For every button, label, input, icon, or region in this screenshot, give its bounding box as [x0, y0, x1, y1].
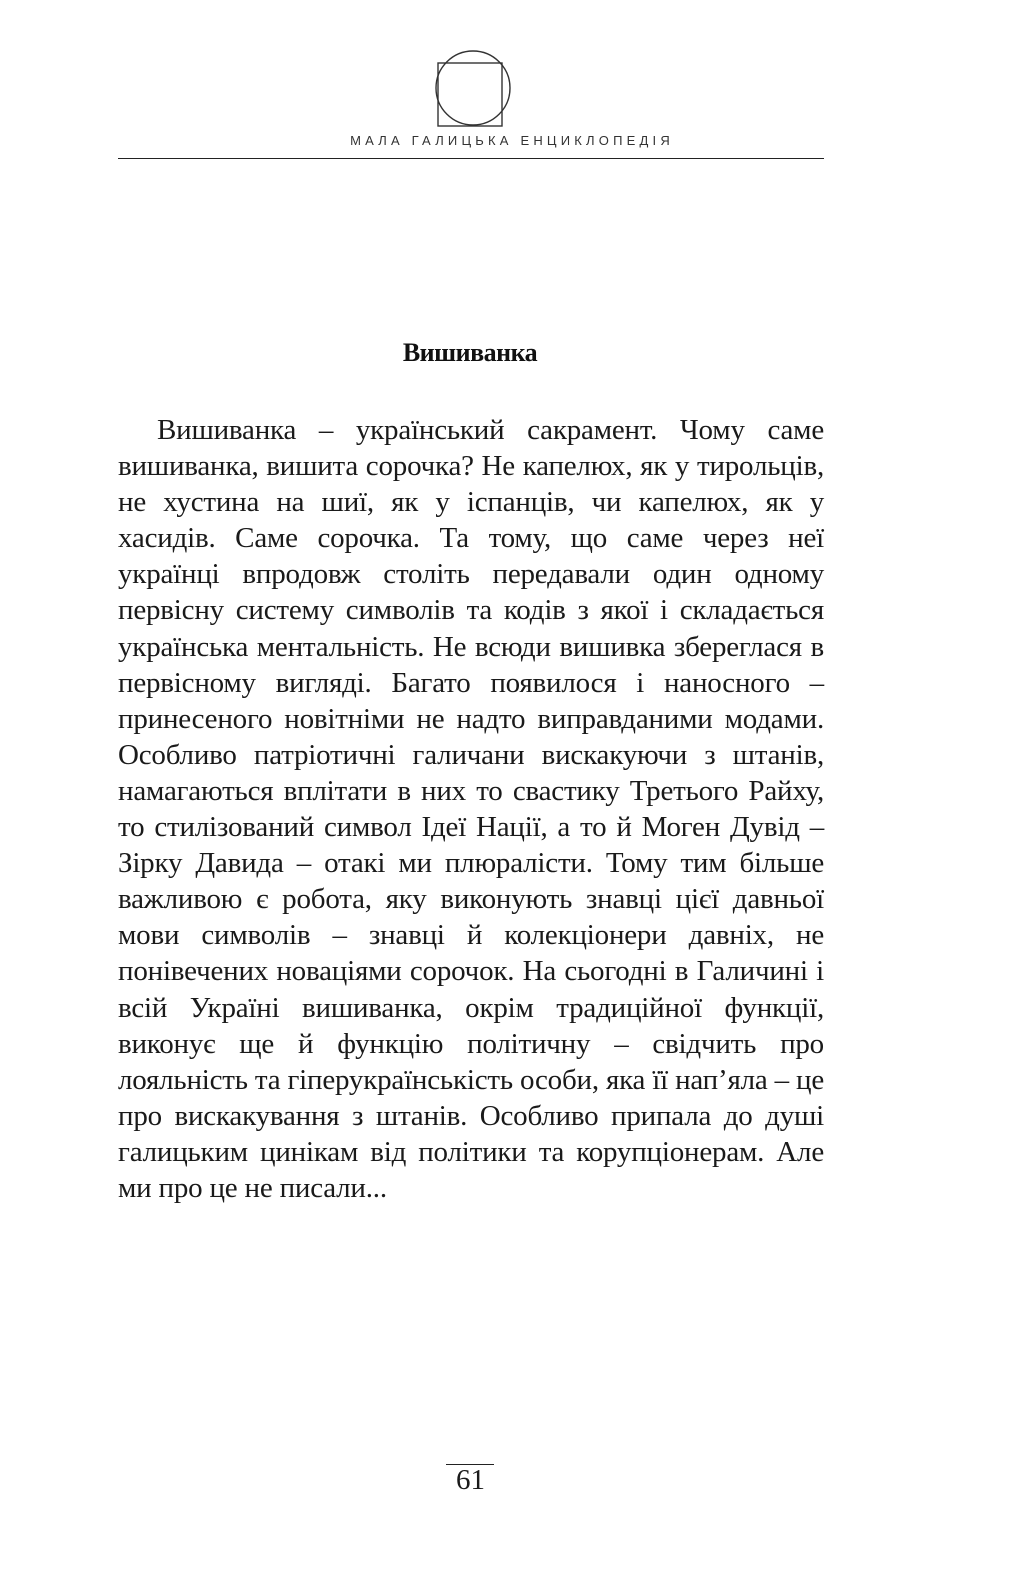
header-divider	[118, 158, 824, 159]
running-head: МАЛА ГАЛИЦЬКА ЕНЦИКЛОПЕДІЯ	[350, 133, 674, 148]
article-body: Вишиванка – український сакрамент. Чому саме вишиванка, вишита сорочка? Не капелюх, як у тирольців, не хустина на шиї, як у іспанців, чи капелюх, як у хасидів. Саме сорочка. Та тому, що саме через неї українці впродовж століть передавали один одному первісну систему символів та кодів з якої і складається українська ментальність. Не всюди вишивка збереглася в первісному вигляді. Багато появилося і наносного – принесеного новітніми не надто виправданими модами. Особливо патріотичні галичани вискакуючи з штанів, намагаються вплітати в них то свастику Третього Райху, то стилізований символ Ідеї Нації, а то й Моген Дувід – Зірку Давида – отакі ми плюралісти. Тому тим більше важливою є робота, яку виконують знавці цієї давньої мови символів – знавці й колекціонери давніх, не понівечених новаціями сорочок. На сьогодні в Галичині і всій Україні вишиванка, окрім традиційної функції, виконує ще й функцію політичну – свідчить про лояльність та гіперукраїнськість особи, яка її нап’яла – це про вискакування з штанів. Особливо припала до душі галицьким цинікам від політики та корупціонерам. Але ми про це не писали...	[118, 414, 824, 1204]
page-number: 61	[456, 1464, 485, 1496]
circle-square-emblem-icon	[433, 48, 513, 128]
article-title: Вишиванка	[402, 338, 538, 367]
